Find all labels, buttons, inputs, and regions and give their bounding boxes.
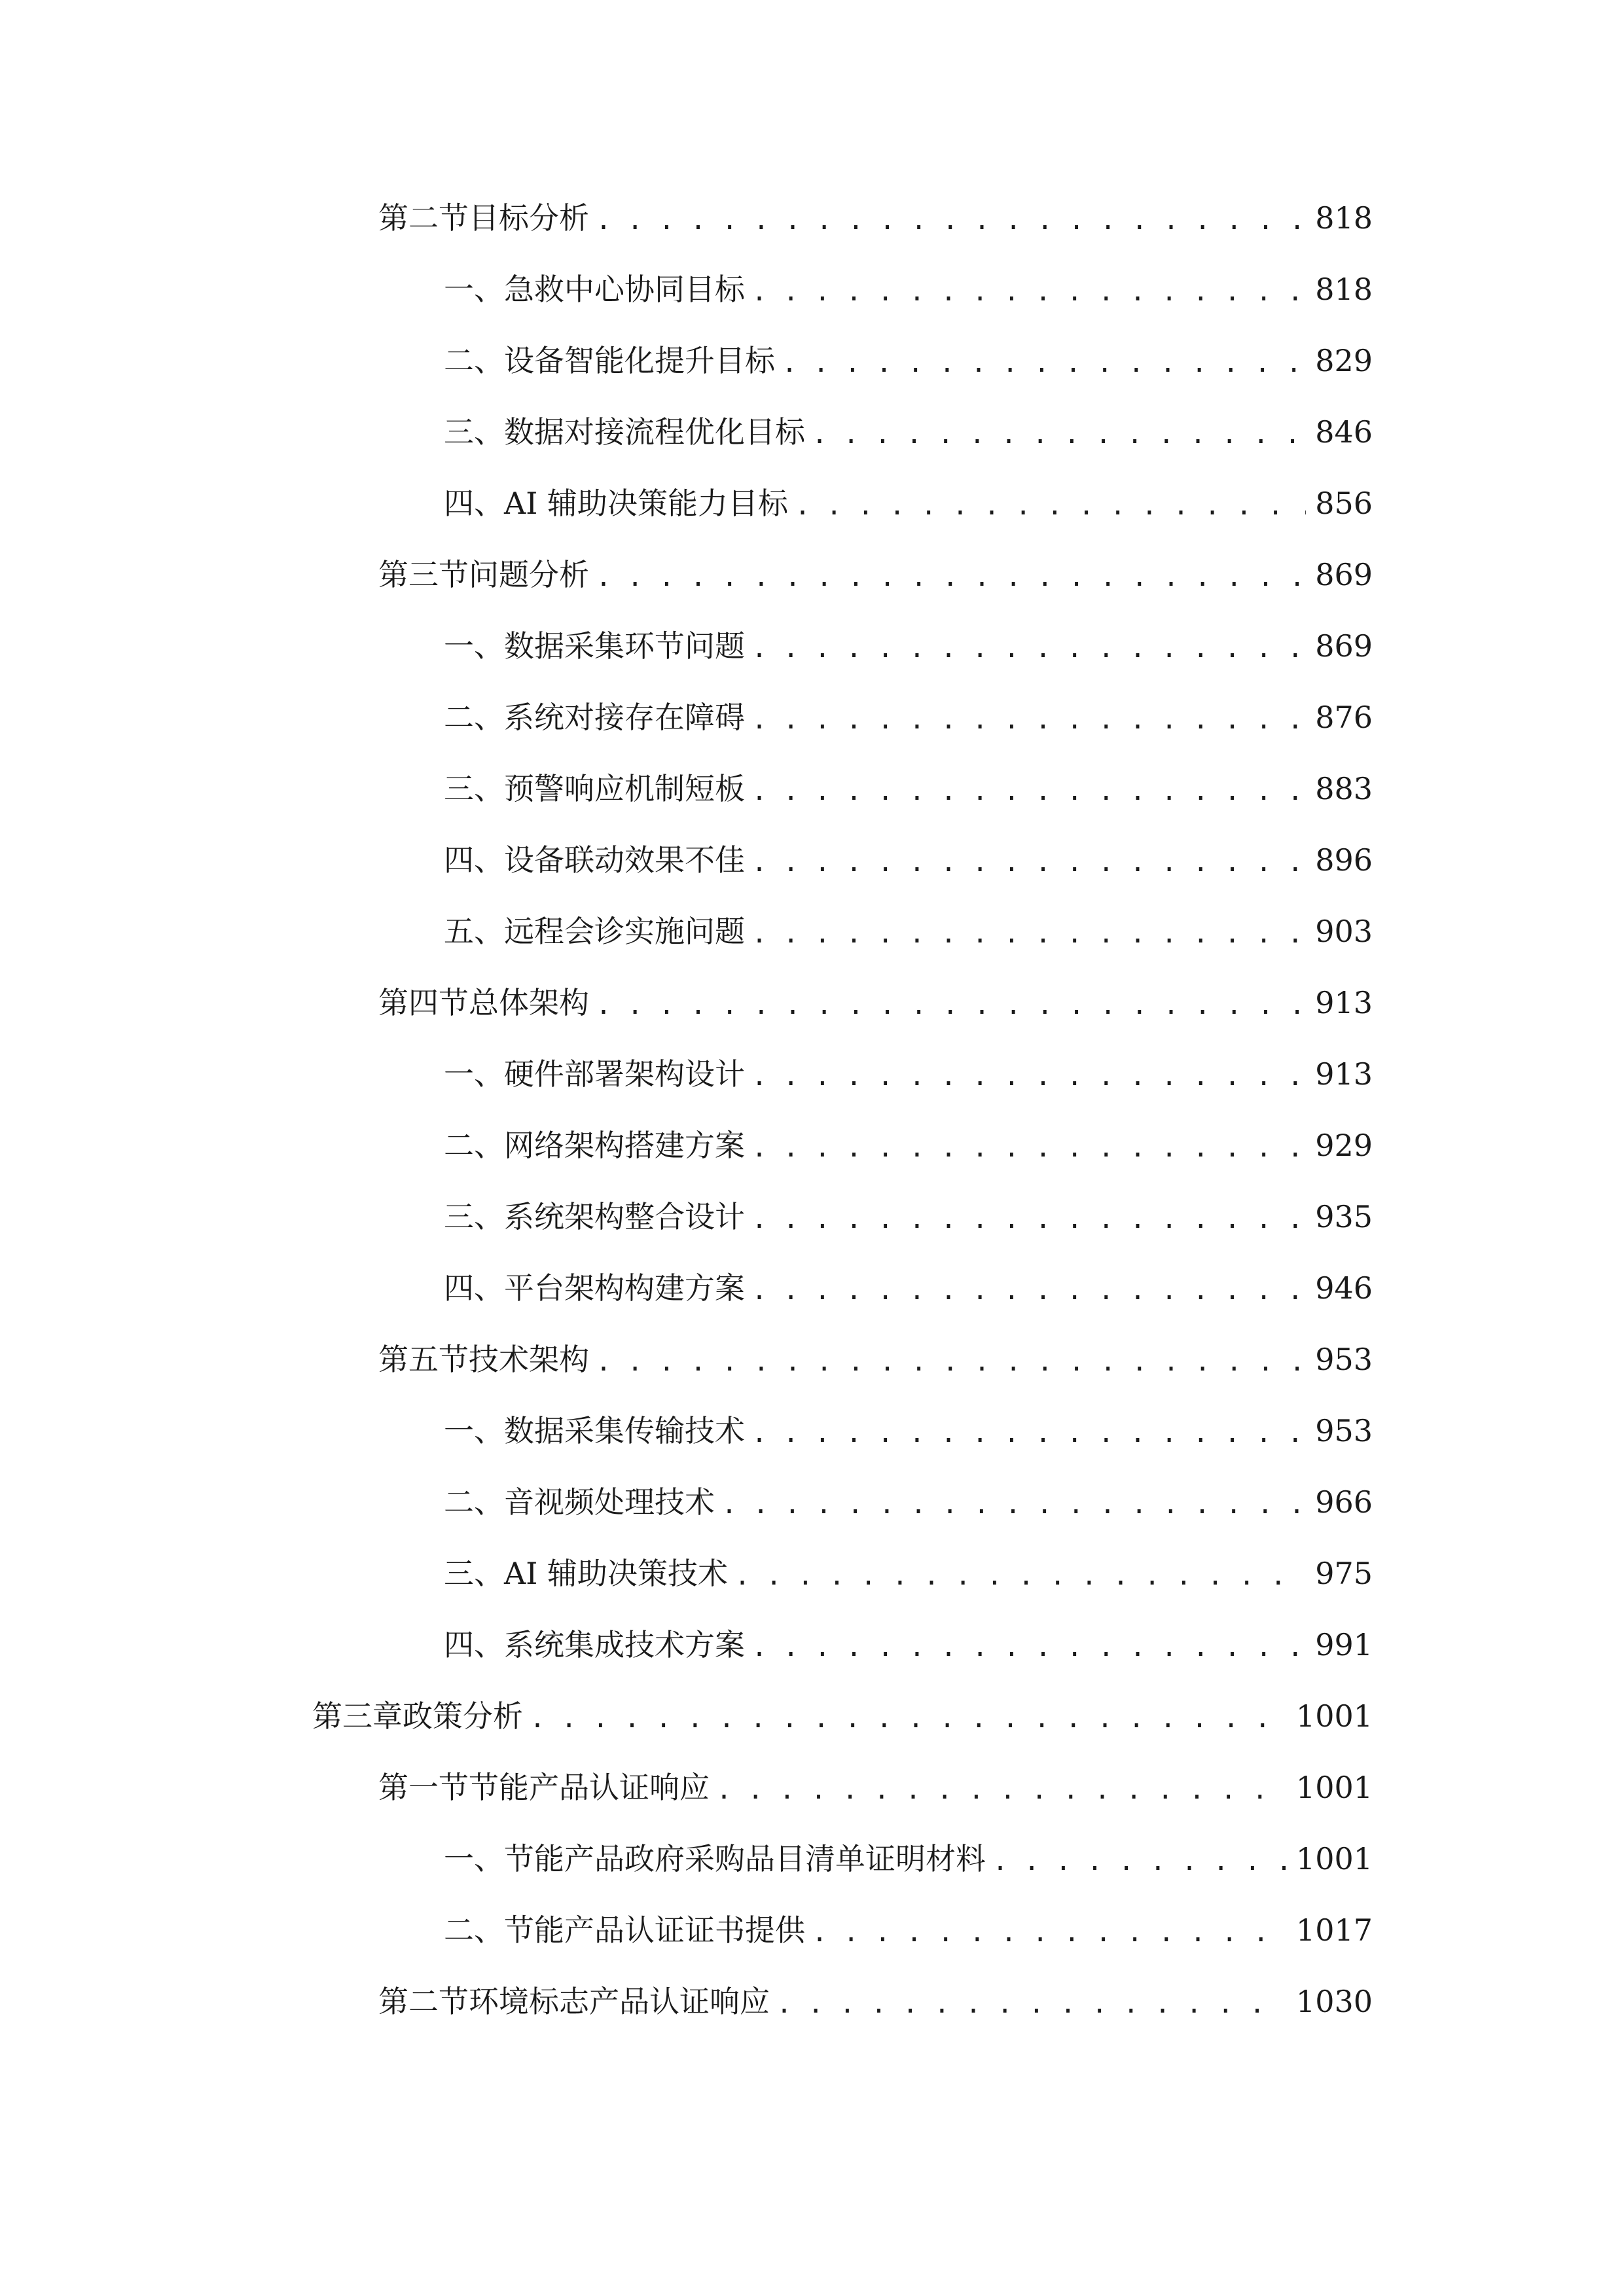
toc-entry[interactable] bbox=[444, 1609, 1373, 1681]
toc-number: 四、 bbox=[444, 486, 504, 521]
toc-entry[interactable] bbox=[444, 1466, 1373, 1538]
toc-title: 网络架构搭建方案 bbox=[504, 1128, 745, 1163]
toc-title: 数据采集环节问题 bbox=[504, 628, 745, 664]
toc-number: 三、 bbox=[444, 414, 504, 450]
dot-leader bbox=[596, 1349, 1306, 1375]
toc-title: 硬件部署架构设计 bbox=[504, 1056, 745, 1092]
toc-number: 二、 bbox=[444, 1912, 504, 1948]
toc-title: 技术架构 bbox=[469, 1342, 589, 1377]
dot-leader bbox=[795, 493, 1306, 519]
toc-page-number: 1001 bbox=[1295, 1770, 1373, 1805]
toc-entry[interactable] bbox=[444, 1252, 1373, 1324]
toc-title: 系统对接存在障碍 bbox=[504, 700, 745, 735]
toc-title: 急救中心协同目标 bbox=[504, 272, 745, 307]
toc-number: 第三章 bbox=[312, 1698, 403, 1734]
toc-page-number: 829 bbox=[1315, 343, 1373, 378]
toc-page-number: 1001 bbox=[1295, 1841, 1373, 1876]
toc-entry[interactable] bbox=[378, 539, 1373, 611]
toc-entry[interactable] bbox=[444, 1181, 1373, 1253]
toc-title: 政策分析 bbox=[403, 1698, 523, 1734]
toc-number: 五、 bbox=[444, 914, 504, 949]
toc-entry[interactable] bbox=[444, 753, 1373, 825]
dot-leader bbox=[716, 1777, 1287, 1803]
toc-entry[interactable] bbox=[444, 1823, 1373, 1895]
toc-entry[interactable] bbox=[312, 1680, 1373, 1752]
toc-entry[interactable] bbox=[444, 396, 1373, 468]
toc-number: 三、 bbox=[444, 771, 504, 806]
toc-page-number: 975 bbox=[1315, 1556, 1373, 1591]
toc-title: 数据采集传输技术 bbox=[504, 1413, 745, 1448]
toc-number: 第二节 bbox=[378, 200, 469, 236]
dot-leader bbox=[721, 1492, 1306, 1518]
dot-leader bbox=[751, 850, 1306, 876]
toc-page-number: 818 bbox=[1315, 200, 1373, 236]
toc-entry[interactable] bbox=[378, 967, 1373, 1039]
toc-title: 节能产品认证证书提供 bbox=[504, 1912, 805, 1948]
dot-leader bbox=[734, 1563, 1306, 1589]
dot-leader bbox=[596, 564, 1306, 590]
toc-page-number: 869 bbox=[1315, 628, 1373, 664]
toc-entry[interactable] bbox=[444, 824, 1373, 896]
toc-number: 四、 bbox=[444, 842, 504, 878]
toc-page-number: 913 bbox=[1315, 1056, 1373, 1092]
toc-page-number: 991 bbox=[1315, 1627, 1373, 1662]
toc-entry[interactable] bbox=[444, 325, 1373, 397]
dot-leader bbox=[751, 778, 1306, 804]
dot-leader bbox=[751, 707, 1306, 733]
toc-entry[interactable] bbox=[378, 182, 1373, 254]
toc-page-number: 883 bbox=[1315, 771, 1373, 806]
toc-number: 一、 bbox=[444, 272, 504, 307]
toc-title: 系统集成技术方案 bbox=[504, 1627, 745, 1662]
toc-title: 设备智能化提升目标 bbox=[504, 343, 775, 378]
toc-title: 平台架构构建方案 bbox=[504, 1270, 745, 1306]
toc-page-number: 818 bbox=[1315, 272, 1373, 307]
toc-page-number: 1001 bbox=[1295, 1698, 1373, 1734]
toc-title: 设备联动效果不佳 bbox=[504, 842, 745, 878]
toc-entry[interactable] bbox=[378, 1751, 1373, 1823]
toc-entry[interactable] bbox=[444, 610, 1373, 682]
toc-number: 四、 bbox=[444, 1270, 504, 1306]
toc-page-number: 846 bbox=[1315, 414, 1373, 450]
toc-title: AI 辅助决策技术 bbox=[504, 1556, 729, 1591]
toc-number: 三、 bbox=[444, 1556, 504, 1591]
toc-entry[interactable] bbox=[444, 1894, 1373, 1966]
toc-number: 第五节 bbox=[378, 1342, 469, 1377]
toc-title: AI 辅助决策能力目标 bbox=[504, 486, 789, 521]
toc-title: 远程会诊实施问题 bbox=[504, 914, 745, 949]
toc-entry[interactable] bbox=[444, 1038, 1373, 1110]
toc-page-number: 903 bbox=[1315, 914, 1373, 949]
toc-entry[interactable] bbox=[444, 895, 1373, 967]
toc-page-number: 966 bbox=[1315, 1484, 1373, 1520]
toc-page-number: 953 bbox=[1315, 1342, 1373, 1377]
toc-page-number: 935 bbox=[1315, 1199, 1373, 1234]
toc-entry[interactable] bbox=[444, 467, 1373, 539]
toc-entry[interactable] bbox=[444, 1395, 1373, 1467]
toc-entry[interactable] bbox=[444, 1537, 1373, 1609]
dot-leader bbox=[751, 1278, 1306, 1304]
toc-number: 二、 bbox=[444, 1128, 504, 1163]
toc-page-number: 953 bbox=[1315, 1413, 1373, 1448]
toc-title: 环境标志产品认证响应 bbox=[469, 1984, 770, 2019]
toc-number: 一、 bbox=[444, 628, 504, 664]
toc-title: 数据对接流程优化目标 bbox=[504, 414, 805, 450]
dot-leader bbox=[776, 1991, 1287, 2017]
toc-entry[interactable] bbox=[444, 1109, 1373, 1181]
toc-number: 一、 bbox=[444, 1841, 504, 1876]
dot-leader bbox=[751, 279, 1306, 305]
toc-page-number: 929 bbox=[1315, 1128, 1373, 1163]
dot-leader bbox=[751, 636, 1306, 662]
toc-title: 节能产品政府采购品目清单证明材料 bbox=[504, 1841, 986, 1876]
dot-leader bbox=[751, 1135, 1306, 1161]
toc-title: 目标分析 bbox=[469, 200, 589, 236]
toc-page-number: 1017 bbox=[1295, 1912, 1373, 1948]
toc-title: 预警响应机制短板 bbox=[504, 771, 745, 806]
toc-page-number: 876 bbox=[1315, 700, 1373, 735]
toc-page-number: 913 bbox=[1315, 985, 1373, 1020]
dot-leader bbox=[596, 207, 1306, 234]
toc-entry[interactable] bbox=[378, 1323, 1373, 1395]
dot-leader bbox=[812, 1920, 1287, 1946]
toc-number: 第三节 bbox=[378, 557, 469, 592]
dot-leader bbox=[782, 350, 1306, 376]
dot-leader bbox=[812, 422, 1306, 448]
dot-leader bbox=[751, 1064, 1306, 1090]
toc-number: 一、 bbox=[444, 1413, 504, 1448]
toc-number: 二、 bbox=[444, 343, 504, 378]
dot-leader bbox=[530, 1706, 1287, 1732]
toc-page-number: 1030 bbox=[1295, 1984, 1373, 2019]
dot-leader bbox=[751, 1420, 1306, 1446]
toc-number: 第四节 bbox=[378, 985, 469, 1020]
toc-number: 第一节 bbox=[378, 1770, 469, 1805]
toc-number: 三、 bbox=[444, 1199, 504, 1234]
toc-page-number: 896 bbox=[1315, 842, 1373, 878]
dot-leader bbox=[992, 1848, 1287, 1874]
toc-page-number: 869 bbox=[1315, 557, 1373, 592]
toc-title: 系统架构整合设计 bbox=[504, 1199, 745, 1234]
dot-leader bbox=[751, 1206, 1306, 1232]
dot-leader bbox=[596, 992, 1306, 1018]
toc-entry[interactable] bbox=[444, 253, 1373, 325]
toc-page-number: 946 bbox=[1315, 1270, 1373, 1306]
toc-title: 音视频处理技术 bbox=[504, 1484, 715, 1520]
toc-title: 问题分析 bbox=[469, 557, 589, 592]
toc-page-number: 856 bbox=[1315, 486, 1373, 521]
dot-leader bbox=[751, 921, 1306, 947]
toc-number: 二、 bbox=[444, 700, 504, 735]
toc-number: 第二节 bbox=[378, 1984, 469, 2019]
toc-number: 四、 bbox=[444, 1627, 504, 1662]
dot-leader bbox=[751, 1634, 1306, 1660]
toc-entry[interactable] bbox=[378, 1965, 1373, 2037]
toc-title: 节能产品认证响应 bbox=[469, 1770, 710, 1805]
toc-title: 总体架构 bbox=[469, 985, 589, 1020]
toc-number: 二、 bbox=[444, 1484, 504, 1520]
toc-entry[interactable] bbox=[444, 681, 1373, 753]
toc-number: 一、 bbox=[444, 1056, 504, 1092]
